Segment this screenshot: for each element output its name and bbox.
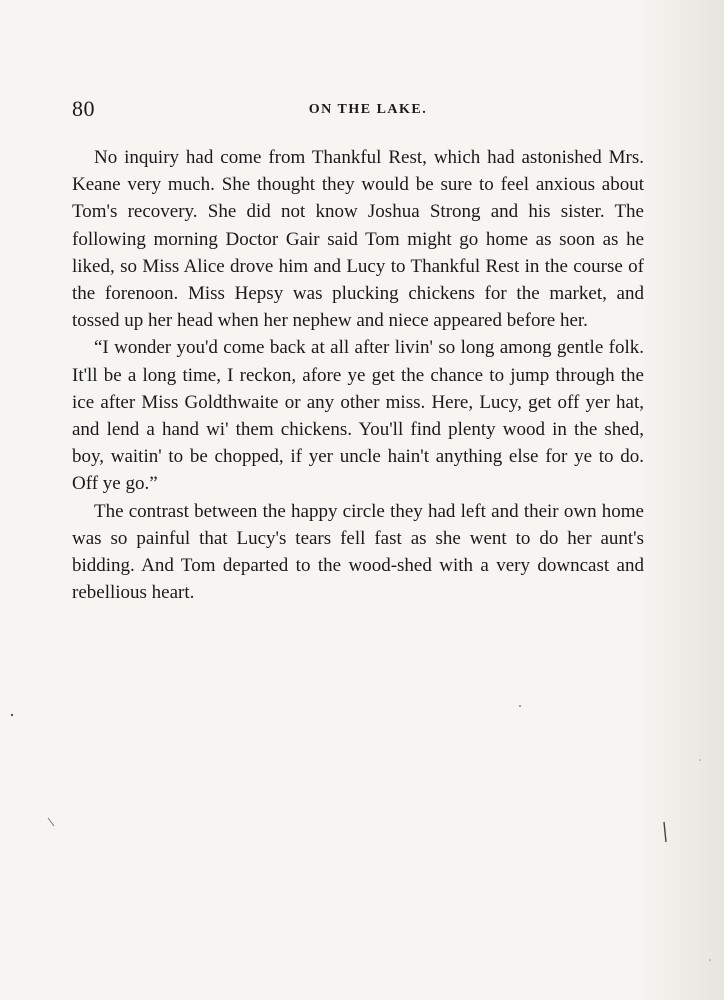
paragraph-2: “I wonder you'd come back at all after livin' so long among gentle folk. It'll be a long time, I reckon, afore ye get the chance to jump through the ice after Miss Goldthwaite or any other miss. Here, Lucy, get off yer hat, and lend a hand wi' them chickens. You'll find plenty wood in the shed, boy, waitin' to be chopped, if yer uncle hain't anything else for ye to do. Off ye go.” [72,337,644,495]
speck [11,714,13,716]
paragraph-1: No inquiry had come from Thankful Rest, which had astonished Mrs. Keane very much. She thought they would be sure to feel anxious about Tom's recovery. She did not know Joshua Strong and his sister. The following morning Doctor Gair said Tom might go home as soon as he liked, so Miss Alice drove him and Lucy to Thankful Rest in the course of the forenoon. Miss Hepsy was plucking chickens for the market, and tossed up her head when her nephew and niece appeared before her. [72,147,644,332]
speck [664,822,666,842]
speck [699,759,701,761]
page-number: 80 [72,96,95,121]
speck [519,705,521,707]
running-head: ON THE LAKE. [308,102,428,117]
speck [48,818,54,826]
body-text [72,144,644,606]
speck [709,959,711,961]
paragraph-3: The contrast between the happy circle they had left and their own home was so painful that Lucy's tears fell fast as she went to do her aunt's bidding. And Tom departed to the wood-shed with a very downcast and rebellious heart. [72,500,644,604]
page-header [72,96,644,126]
